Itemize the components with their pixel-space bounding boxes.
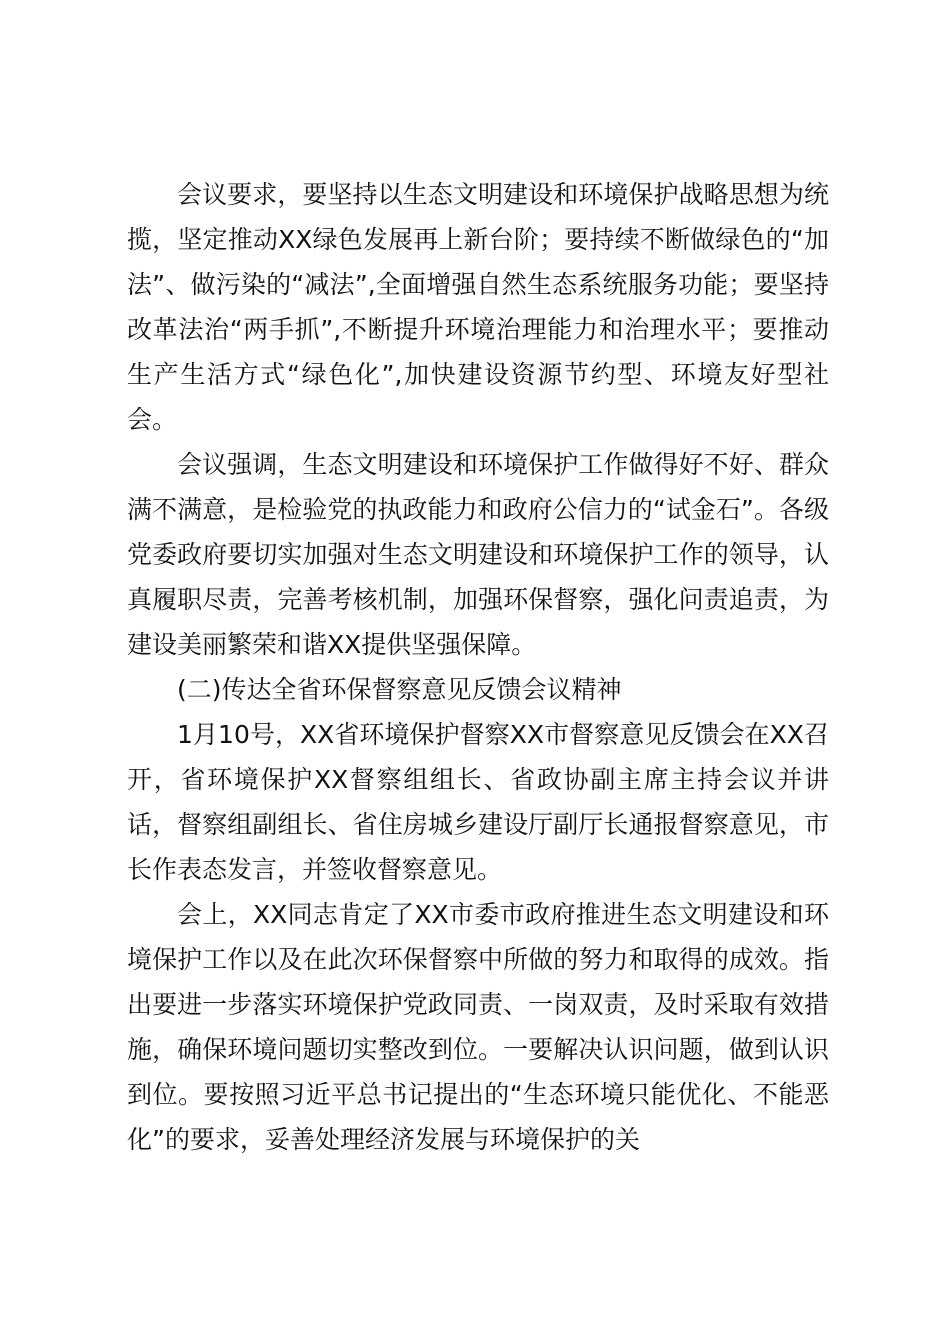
- paragraph-meeting-requirements: 会议要求，要坚持以生态文明建设和环境保护战略思想为统揽，坚定推动XX绿色发展再上新台阶；要持续不断做绿色的“加法”、做污染的“减法”,全面增强自然生态系统服务功能；要坚持改革法治“两手抓”,不断提升环境治理能力和治理水平；要推动生产生活方式“绿色化”,加快建设资源节约型、环境友好型社会。: [127, 180, 829, 434]
- paragraph-meeting-remarks: 会上，XX同志肯定了XX市委市政府推进生态文明建设和环境保护工作以及在此次环保督察中所做的努力和取得的成效。指出要进一步落实环境保护党政同责、一岗双责，及时采取有效措施，确保环境问题切实整改到位。一要解决认识问题，做到认识到位。要按照习近平总书记提出的“生态环境只能优化、不能恶化”的要求，妥善处理经济发展与环境保护的关: [127, 900, 829, 1154]
- paragraph-meeting-emphasis: 会议强调，生态文明建设和环境保护工作做得好不好、群众满不满意，是检验党的执政能力和政府公信力的“试金石”。各级党委政府要切实加强对生态文明建设和环境保护工作的领导，认真履职尽责，完善考核机制，加强环保督察，强化问责追责，为建设美丽繁荣和谐XX提供坚强保障。: [127, 450, 829, 659]
- document-body: [127, 172, 829, 1162]
- section-heading: (二)传达全省环保督察意见反馈会议精神: [177, 675, 622, 704]
- paragraph-feedback-meeting: 1月10号，XX省环境保护督察XX市督察意见反馈会在XX召开，省环境保护XX督察组组长、省政协副主席主持会议并讲话，督察组副组长、省住房城乡建设厅副厅长通报督察意见，市长作表态发言，并签收督察意见。: [127, 720, 829, 884]
